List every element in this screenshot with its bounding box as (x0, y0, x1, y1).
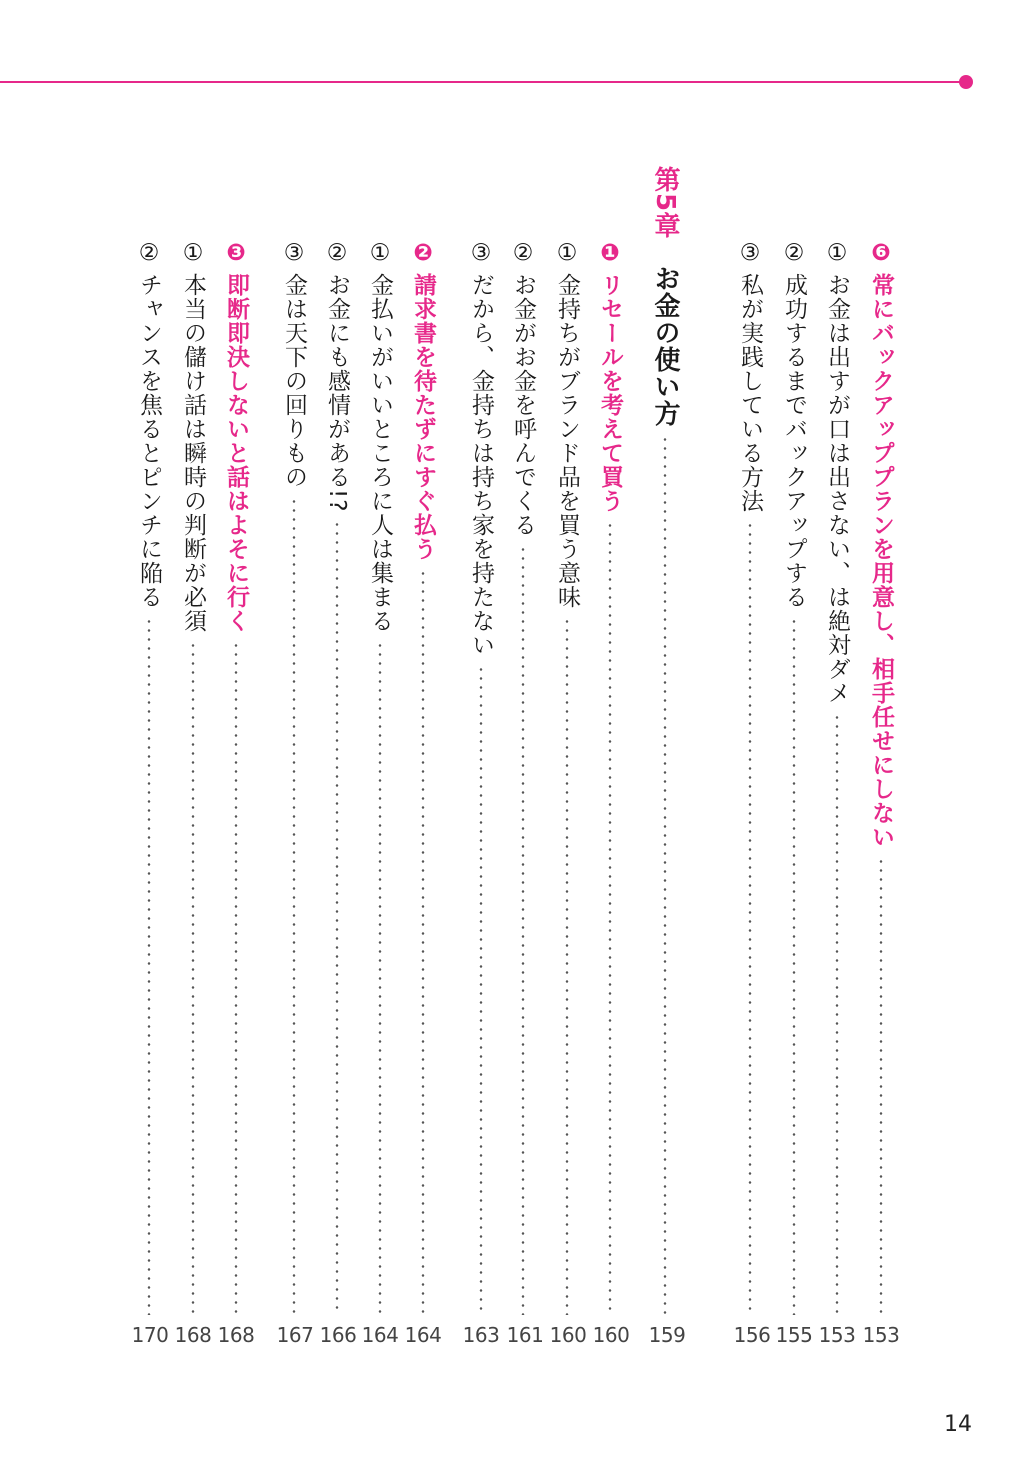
section-number: ❸ (223, 240, 249, 267)
dot-leader (466, 665, 496, 1315)
entry-title: お金は出すが口は出さない、は絶対ダメ (824, 273, 850, 705)
item-number: ① (367, 240, 393, 267)
item-number: ② (781, 240, 807, 267)
dot-leader (866, 857, 896, 1315)
entry-title: 即断即決しないと話はよそに行く (223, 273, 249, 633)
section-number: ❻ (868, 240, 894, 267)
page-number: 14 (944, 1412, 972, 1437)
entry-title: 私が実践している方法 (737, 273, 763, 513)
page-reference: 168 (174, 1323, 212, 1347)
dot-leader (508, 545, 538, 1315)
toc-item-entry[interactable] (279, 240, 309, 1315)
entry-title: だから、金持ちは持ち家を持たない (468, 273, 494, 657)
toc-section-entry[interactable] (408, 240, 438, 1315)
item-number: ② (324, 240, 350, 267)
toc-item-entry[interactable] (552, 240, 582, 1315)
entry-title: 請求書を待たずにすぐ払う (410, 273, 436, 561)
page-reference: 166 (319, 1323, 357, 1347)
dot-leader (650, 435, 680, 1315)
dot-leader (552, 617, 582, 1315)
dot-leader (595, 521, 625, 1315)
dot-leader (178, 641, 208, 1315)
section-number: ❷ (410, 240, 436, 267)
page-reference: 163 (462, 1323, 500, 1347)
entry-title: 常にバックアッププランを用意し、相手任せにしない (868, 273, 894, 849)
page-reference: 159 (648, 1323, 686, 1347)
page-reference: 153 (818, 1323, 856, 1347)
entry-title: 金払いがいいところに人は集まる (367, 273, 393, 633)
item-number: ① (554, 240, 580, 267)
page-reference: 167 (276, 1323, 314, 1347)
item-number: ① (180, 240, 206, 267)
top-rule-dot (959, 75, 973, 89)
entry-title: チャンスを焦るとピンチに陥る (136, 273, 162, 609)
page-reference: 156 (733, 1323, 771, 1347)
dot-leader (822, 713, 852, 1315)
entry-title: 金は天下の回りもの (281, 273, 307, 489)
item-number: ③ (468, 240, 494, 267)
toc-item-entry[interactable] (134, 240, 164, 1315)
page-reference: 168 (217, 1323, 255, 1347)
entry-title: お金にも感情がある!? (324, 273, 350, 513)
item-number: ① (824, 240, 850, 267)
dot-leader (365, 641, 395, 1315)
toc-item-entry[interactable] (779, 240, 809, 1315)
toc-item-entry[interactable] (735, 240, 765, 1315)
page-reference: 170 (131, 1323, 169, 1347)
item-number: ② (510, 240, 536, 267)
dot-leader (322, 520, 352, 1315)
toc-section-entry[interactable] (221, 240, 251, 1315)
entry-title: 成功するまでバックアップする (781, 273, 807, 609)
section-number: ❶ (597, 240, 623, 267)
page-reference: 153 (862, 1323, 900, 1347)
toc-item-entry[interactable] (322, 240, 352, 1315)
top-rule (0, 81, 960, 83)
dot-leader (279, 497, 309, 1315)
toc-item-entry[interactable] (822, 240, 852, 1315)
page-reference: 160 (549, 1323, 587, 1347)
toc-section-entry[interactable] (595, 240, 625, 1315)
chapter-title: お金の使い方 (650, 265, 680, 428)
page-reference: 161 (506, 1323, 544, 1347)
toc-item-entry[interactable] (466, 240, 496, 1315)
toc-chapter-entry[interactable] (650, 166, 680, 1315)
item-number: ③ (737, 240, 763, 267)
dot-leader (779, 617, 809, 1315)
toc-item-entry[interactable] (508, 240, 538, 1315)
dot-leader (408, 569, 438, 1315)
page-reference: 155 (775, 1323, 813, 1347)
entry-title: リセールを考えて買う (597, 273, 623, 513)
dot-leader (134, 617, 164, 1315)
page-reference: 164 (361, 1323, 399, 1347)
entry-title: お金がお金を呼んでくる (510, 273, 536, 537)
page-reference: 160 (592, 1323, 630, 1347)
entry-title: 本当の儲け話は瞬時の判断が必須 (180, 273, 206, 633)
item-number: ③ (281, 240, 307, 267)
chapter-label: 第5章 (650, 166, 680, 240)
toc-section-entry[interactable] (866, 240, 896, 1315)
page-reference: 164 (404, 1323, 442, 1347)
toc-item-entry[interactable] (178, 240, 208, 1315)
dot-leader (221, 641, 251, 1315)
dot-leader (735, 521, 765, 1315)
entry-title: 金持ちがブランド品を買う意味 (554, 273, 580, 609)
toc-item-entry[interactable] (365, 240, 395, 1315)
item-number: ② (136, 240, 162, 267)
